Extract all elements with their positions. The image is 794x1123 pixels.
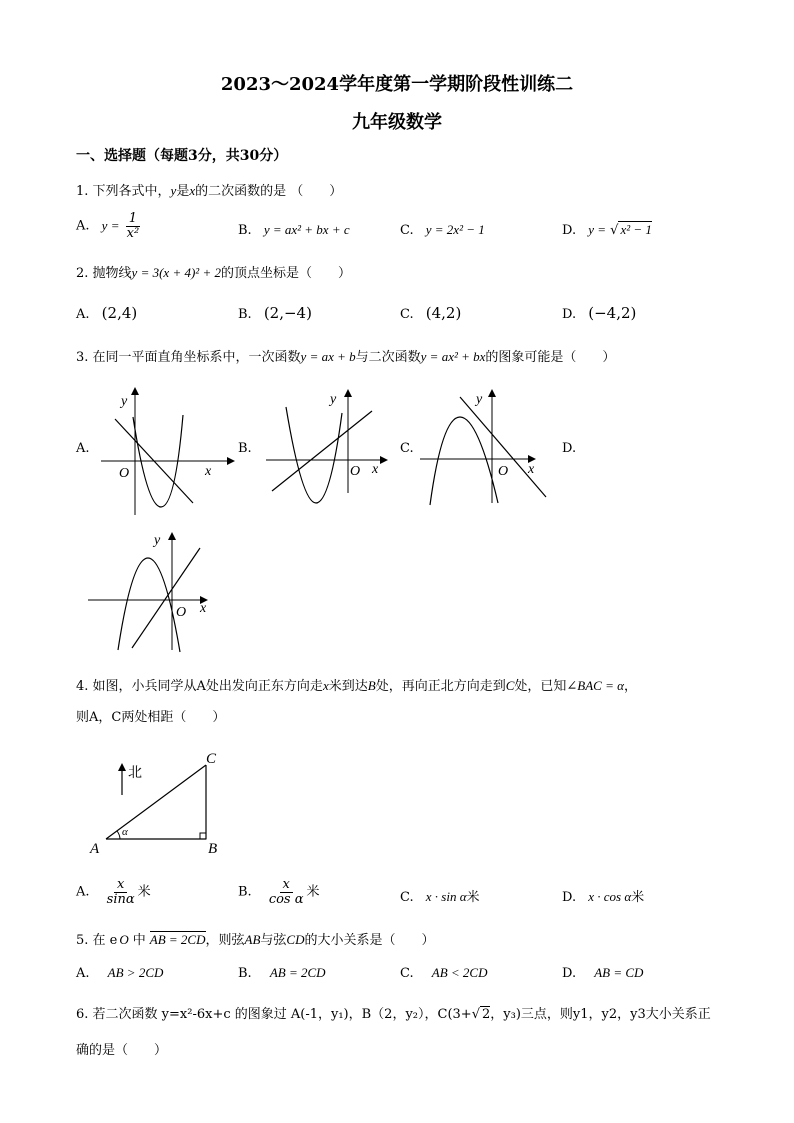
graph-b-y-label: y (330, 392, 337, 407)
q5-text-d: 与弦 (260, 933, 287, 948)
q5-option-d-label: D. (562, 966, 577, 981)
q3-option-d-label: D. (562, 441, 577, 456)
q4-option-d (562, 886, 644, 905)
q5-option-a-label: A. (76, 966, 90, 981)
q4-var-B: B (367, 678, 376, 693)
graph-d-origin: O (176, 605, 187, 620)
q1-option-c-expr: y = 2x² − 1 (425, 222, 485, 237)
q3-text-c: 的图象可能是（ ） (485, 350, 616, 365)
graph-b-x-label: x (372, 462, 379, 477)
q4-option-c-unit: 米 (466, 890, 480, 905)
q1-option-a-den: x² (126, 225, 140, 241)
q2-option-d-label: D. (562, 307, 577, 322)
q4-text-c: 处，再向正北方向走到 (375, 679, 506, 694)
q2-text-b: 的顶点坐标是（ ） (220, 266, 351, 281)
q2-option-b (238, 304, 312, 322)
q1-option-a-label: A. (76, 218, 90, 234)
q4-option-d-unit: 米 (631, 890, 645, 905)
q4-option-a-fraction (104, 878, 138, 906)
q5-option-b-expr: AB = 2CD (269, 965, 326, 980)
question-2-stem (76, 262, 351, 281)
q5-option-d (562, 965, 643, 981)
q3-option-a-label: A. (76, 441, 90, 456)
q5-var-O: O (119, 932, 129, 947)
q2-option-d-value: (−4,2) (588, 304, 637, 322)
q2-expr: y = 3(x + 4)² + 2 (131, 265, 221, 280)
q5-expr: AB = 2CD (149, 932, 206, 947)
q4-text-b: 米到达 (328, 679, 368, 694)
q4-fig-B: B (208, 841, 218, 857)
q3-graph-c (420, 385, 555, 510)
q2-option-a (76, 304, 137, 322)
graph-d-y-label: y (154, 533, 161, 548)
q1-option-b (238, 222, 350, 238)
q3-graph-d (88, 528, 223, 658)
q1-option-c (400, 222, 485, 238)
question-6-line-1: 6. 若二次函数 y=x²-6x+c 的图象过 A(-1，y₁)，B（2，y₂），C(3+√ 2，y₃)三点，则y1，y2，y3大小关系正 (76, 1007, 711, 1022)
graph-d-x-label: x (200, 601, 207, 616)
q1-text-a: 1. 下列各式中， (76, 184, 171, 199)
q4-fig-C: C (206, 751, 217, 767)
q2-option-b-label: B. (238, 307, 252, 322)
q4-option-c-label: C. (400, 890, 414, 905)
q4-triangle-figure (86, 745, 236, 860)
q5-option-c-expr: AB < 2CD (431, 965, 488, 980)
q3-text-a: 3. 在同一平面直角坐标系中，一次函数 (76, 350, 301, 365)
q1-var-y: y (170, 183, 177, 198)
q4-option-a-label: A. (76, 884, 90, 900)
q2-option-a-value: (2,4) (101, 304, 138, 322)
q5-var-AB: AB (244, 932, 261, 947)
q4-option-d-expr: x · cos α (588, 889, 632, 904)
q3-graph-b (262, 385, 397, 515)
q5-text-e: 的大小关系是（ ） (304, 933, 435, 948)
graph-a-y-label: y (121, 394, 128, 409)
q1-var-x: x (189, 183, 196, 198)
q1-option-a-fraction (124, 212, 143, 240)
q1-option-d-radicand: x² − 1 (620, 222, 652, 237)
q5-text-a: 5. 在 e (76, 933, 118, 948)
q2-option-c-label: C. (400, 307, 414, 322)
q3-expr-1: y = ax + b (300, 349, 356, 364)
page-title: 2023～2024学年度第一学期阶段性训练二 (220, 74, 574, 95)
q4-var-C: C (505, 678, 515, 693)
q3-expr-2: y = ax² + bx (420, 349, 486, 364)
q5-option-c-label: C. (400, 966, 414, 981)
q5-text-b: 中 (132, 933, 146, 948)
graph-c-x-label: x (528, 462, 535, 477)
q1-option-d: D. y = √ x² − 1 (562, 222, 652, 238)
q4-text-e: ， (623, 679, 637, 694)
q4-option-c-expr: x · sin α (425, 889, 467, 904)
graph-a-origin: O (119, 466, 130, 481)
page-subtitle: 九年级数学 (352, 112, 442, 133)
q2-option-a-label: A. (76, 307, 90, 322)
q1-text-b: 是 (176, 184, 190, 199)
q4-option-a-den: sinα (106, 891, 135, 907)
q4-fig-alpha: α (122, 826, 128, 838)
q1-text-c: 的二次函数的是 （ ） (195, 184, 343, 199)
section-heading: 一、选择题（每题3分，共30分） (76, 148, 288, 164)
q5-text-c: ，则弦 (205, 933, 245, 948)
q4-fig-north: 北 (128, 766, 142, 781)
q4-angle: ∠BAC = α (566, 678, 624, 693)
q1-option-b-label: B. (238, 223, 252, 238)
question-4-line-1 (76, 675, 637, 694)
question-4-line-2: 则A，C两处相距（ ） (76, 710, 226, 725)
q6-text-b: ，y₃)三点，则y1，y2，y3大小关系正 (490, 1007, 711, 1022)
graph-a-x-label: x (205, 464, 212, 479)
q4-fig-A: A (90, 841, 100, 857)
q1-option-d-label: D. (562, 223, 577, 238)
q1-option-d-lhs: y = (588, 222, 607, 237)
q4-option-b-fraction (266, 878, 307, 906)
q4-option-a (76, 878, 151, 906)
q5-option-b-label: B. (238, 966, 252, 981)
q3-text-b: 与二次函数 (355, 350, 421, 365)
q6-text-a: 6. 若二次函数 y=x²-6x+c 的图象过 A(-1，y₁)，B（2，y₂），C(3+ (76, 1007, 472, 1022)
q4-option-c (400, 886, 480, 905)
graph-c-origin: O (498, 464, 509, 479)
q2-option-c (400, 304, 461, 322)
q1-option-c-label: C. (400, 223, 414, 238)
q5-option-c (400, 965, 487, 981)
q1-option-b-expr: y = ax² + bx + c (263, 222, 350, 237)
q4-option-b-unit: 米 (306, 884, 320, 900)
q4-option-a-num: x (114, 878, 127, 893)
question-6-line-2: 确的是（ ） (76, 1043, 168, 1058)
q2-option-b-value: (2,−4) (263, 304, 312, 322)
q4-text-a: 4. 如图，小兵同学从A处出发向正东方向走 (76, 679, 323, 694)
q4-option-a-unit: 米 (137, 884, 151, 900)
q5-option-b (238, 965, 326, 981)
q3-graph-a (95, 385, 235, 520)
q1-option-a-lhs: y = (101, 217, 120, 233)
question-3-stem (76, 346, 615, 365)
q6-radicand: 2 (482, 1007, 491, 1022)
q3-option-c-label: C. (400, 441, 414, 456)
question-5-stem (76, 929, 435, 948)
q4-option-b (238, 878, 320, 906)
q1-option-a (76, 212, 142, 240)
q2-text-a: 2. 抛物线 (76, 266, 132, 281)
q4-option-b-num: x (280, 878, 293, 893)
q2-option-c-value: (4,2) (425, 304, 462, 322)
graph-b-origin: O (350, 464, 361, 479)
q3-option-b-label: B. (238, 441, 252, 456)
q2-option-d (562, 304, 636, 322)
q4-option-b-label: B. (238, 884, 252, 900)
q5-var-CD: CD (286, 932, 305, 947)
q5-option-d-expr: AB = CD (594, 965, 644, 980)
graph-c-y-label: y (476, 392, 483, 407)
q4-text-d: 处，已知 (514, 679, 567, 694)
q1-option-a-num: 1 (126, 212, 140, 227)
q5-option-a (76, 965, 163, 981)
question-1-stem (76, 180, 342, 199)
q4-option-b-den: cos α (268, 891, 304, 907)
q4-var-x: x (322, 678, 329, 693)
q4-option-d-label: D. (562, 890, 577, 905)
q5-option-a-expr: AB > 2CD (107, 965, 164, 980)
